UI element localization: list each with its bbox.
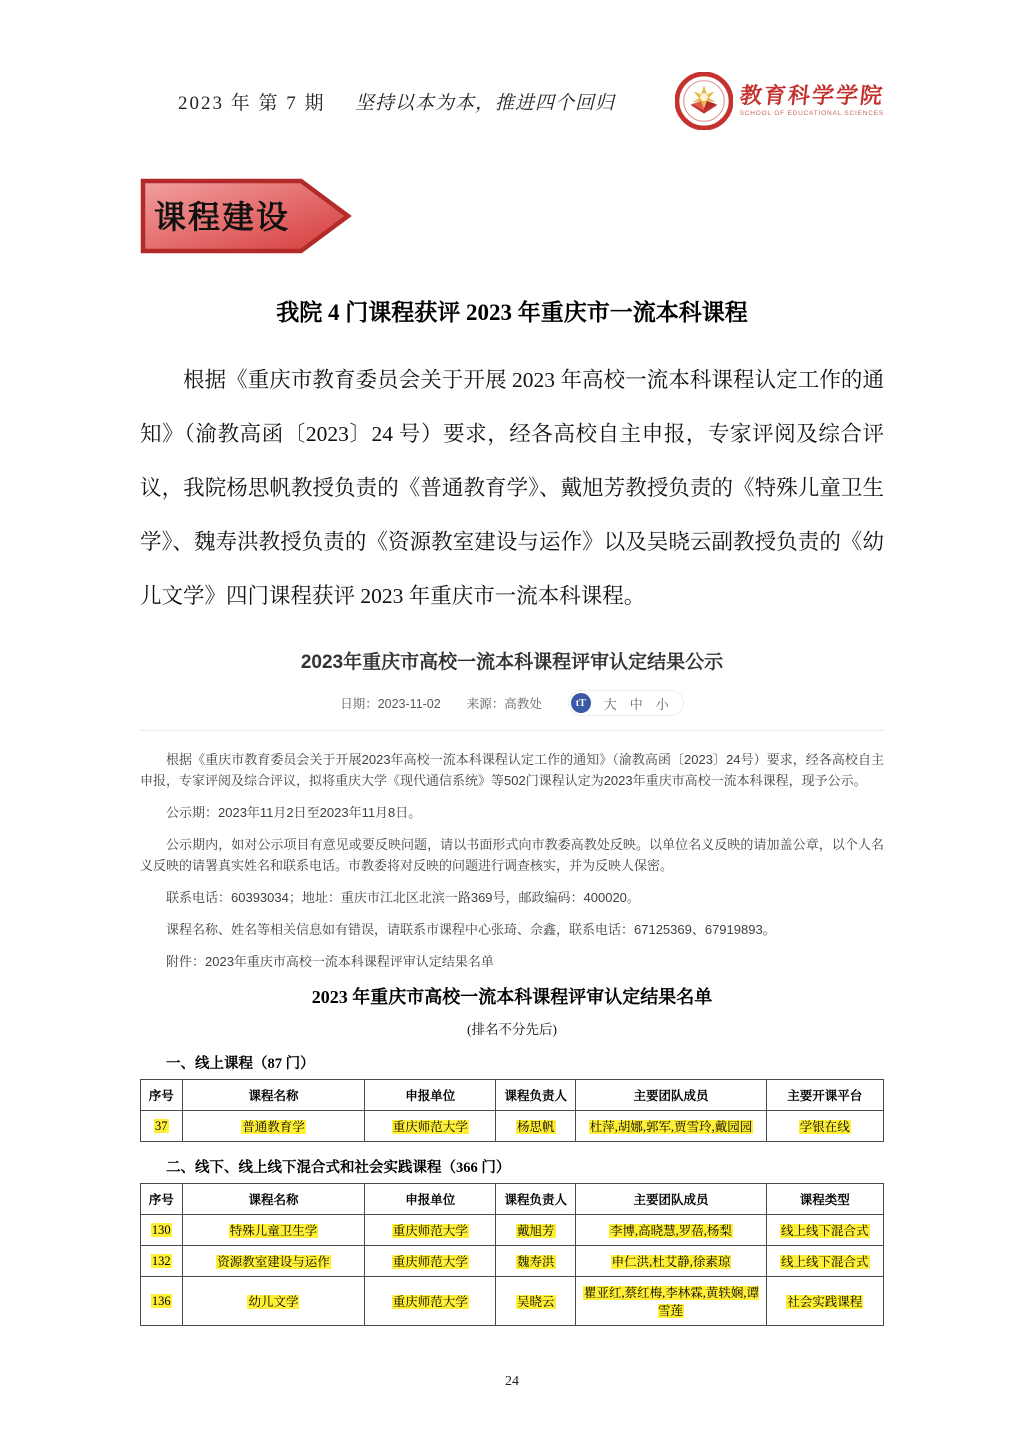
cell-unit: 重庆师范大学 — [392, 1224, 468, 1238]
slogan-text: 坚持以本为本，推进四个回归 — [355, 92, 616, 114]
cell-course: 资源教室建设与运作 — [217, 1255, 330, 1269]
font-size-widget — [568, 690, 684, 716]
col-header-course: 课程名称 — [182, 1080, 365, 1111]
font-size-small-button[interactable]: 小 — [655, 696, 669, 712]
col-header-unit: 申报单位 — [365, 1080, 496, 1111]
cell-unit: 重庆师范大学 — [392, 1120, 468, 1134]
notice-paragraph: 公示期内，如对公示项目有意见或要反映问题，请以书面形式向市教委高教处反映。以单位名义反映的请加盖公章，以个人名义反映的请署真实姓名和联系电话。市教委将对反映的问题进行调查核实，并为反映人保密。 — [140, 837, 884, 873]
col-header-no: 序号 — [141, 1080, 183, 1111]
font-size-medium-button[interactable]: 中 — [629, 696, 643, 712]
table-header-row — [141, 1080, 884, 1111]
notice-body — [140, 749, 884, 972]
page-header — [140, 72, 884, 130]
notice-date: 日期：2023-11-02 — [340, 697, 441, 711]
online-courses-table — [140, 1079, 884, 1142]
notice-source: 来源：高教处 — [466, 697, 542, 711]
cell-leader: 吴晓云 — [516, 1295, 555, 1309]
school-logo-text — [738, 82, 885, 118]
section-heading-online: 一、线上课程（87 门） — [166, 1056, 315, 1072]
cell-leader: 戴旭芳 — [516, 1224, 555, 1238]
notice-paragraph: 公示期：2023年11月2日至2023年11月8日。 — [166, 805, 422, 820]
cell-course: 普通教育学 — [242, 1120, 305, 1134]
font-size-large-button[interactable]: 大 — [603, 696, 617, 712]
col-header-course: 课程名称 — [182, 1184, 365, 1215]
col-header-leader: 课程负责人 — [496, 1080, 576, 1111]
cell-unit: 重庆师范大学 — [392, 1295, 468, 1309]
notice-paragraph: 课程名称、姓名等相关信息如有错误，请联系市课程中心张琦、佘鑫，联系电话：67125369、67919893。 — [166, 922, 776, 937]
table-header-row — [141, 1184, 884, 1215]
cell-no: 136 — [151, 1293, 171, 1308]
embedded-notice — [140, 647, 884, 972]
section-heading-offline: 二、线下、线上线下混合式和社会实践课程（366 门） — [166, 1160, 511, 1176]
col-header-platform: 主要开课平台 — [766, 1080, 883, 1111]
section-banner — [140, 178, 352, 254]
cell-no: 130 — [151, 1222, 171, 1237]
cell-team: 杜萍,胡娜,郭军,贾雪玲,戴园园 — [589, 1120, 753, 1134]
cell-leader: 杨思帆 — [516, 1120, 555, 1134]
cell-no: 37 — [155, 1118, 168, 1133]
col-header-type: 课程类型 — [766, 1184, 883, 1215]
notice-meta — [140, 690, 884, 716]
school-emblem-icon — [675, 72, 733, 130]
font-size-icon[interactable]: tT — [571, 693, 591, 713]
notice-title: 2023年重庆市高校一流本科课程评审认定结果公示 — [300, 652, 724, 673]
school-logo — [675, 72, 884, 130]
results-title: 2023 年重庆市高校一流本科课程评审认定结果名单 — [311, 987, 713, 1007]
cell-team: 瞿亚红,蔡红梅,李林霖,黄轶娴,谭雪莲 — [583, 1286, 759, 1318]
cell-course: 幼儿文学 — [248, 1295, 299, 1309]
notice-paragraph: 联系电话：60393034；地址：重庆市江北区北滨一路369号，邮政编码：400020。 — [166, 890, 640, 905]
school-name-en: SCHOOL OF EDUCATIONAL SCIENCES — [739, 109, 884, 117]
cell-platform: 学银在线 — [799, 1120, 850, 1134]
cell-team: 李博,高晓慧,罗蓓,杨梨 — [610, 1224, 732, 1238]
col-header-no: 序号 — [141, 1184, 183, 1215]
cell-no: 132 — [151, 1253, 171, 1268]
banner-label: 课程建设 — [154, 199, 291, 236]
col-header-unit: 申报单位 — [365, 1184, 496, 1215]
cell-course: 特殊儿童卫生学 — [229, 1224, 318, 1238]
article-body — [140, 353, 884, 623]
col-header-leader: 课程负责人 — [496, 1184, 576, 1215]
col-header-team: 主要团队成员 — [576, 1080, 766, 1111]
notice-paragraph: 根据《重庆市教育委员会关于开展2023年高校一流本科课程认定工作的通知》（渝教高函〔2023〕24号）要求，经各高校自主申报，专家评阅及综合评议，拟将重庆大学《现代通信系统》等502门课程认定为2023年重庆市高校一流本科课程，现予公示。 — [140, 752, 884, 788]
school-name-cn: 教育科学学院 — [738, 82, 885, 108]
notice-divider — [140, 730, 884, 731]
results-section — [140, 983, 884, 1326]
notice-attachment-line: 附件：2023年重庆市高校一流本科课程评审认定结果名单 — [166, 954, 494, 969]
cell-leader: 魏寿洪 — [516, 1255, 555, 1269]
table-row — [141, 1111, 884, 1142]
cell-type: 线上线下混合式 — [781, 1224, 869, 1238]
offline-courses-table — [140, 1183, 884, 1326]
results-subtitle: (排名不分先后) — [467, 1022, 557, 1037]
table-row — [141, 1277, 884, 1326]
page-number: 24 — [505, 1374, 519, 1389]
table-row — [141, 1246, 884, 1277]
article-title: 我院 4 门课程获评 2023 年重庆市一流本科课程 — [276, 300, 748, 325]
article-paragraph: 根据《重庆市教育委员会关于开展 2023 年高校一流本科课程认定工作的通知》（渝教高函〔2023〕24 号）要求，经各高校自主申报，专家评阅及综合评议，我院杨思帆教授负责的《普通教育学》、戴旭芳教授负责的《特殊儿童卫生学》、魏寿洪教授负责的《资源教室建设与运作》以及吴晓云副教授负责的《幼儿文学》四门课程获评 2023 年重庆市一流本科课程。 — [140, 368, 884, 608]
cell-team: 申仁洪,杜艾静,徐素琼 — [611, 1255, 731, 1269]
col-header-team: 主要团队成员 — [576, 1184, 766, 1215]
cell-type: 社会实践课程 — [787, 1295, 863, 1309]
table-row — [141, 1215, 884, 1246]
cell-type: 线上线下混合式 — [781, 1255, 869, 1269]
issue-label: 2023 年 第 7 期 — [178, 92, 326, 114]
cell-unit: 重庆师范大学 — [392, 1255, 468, 1269]
